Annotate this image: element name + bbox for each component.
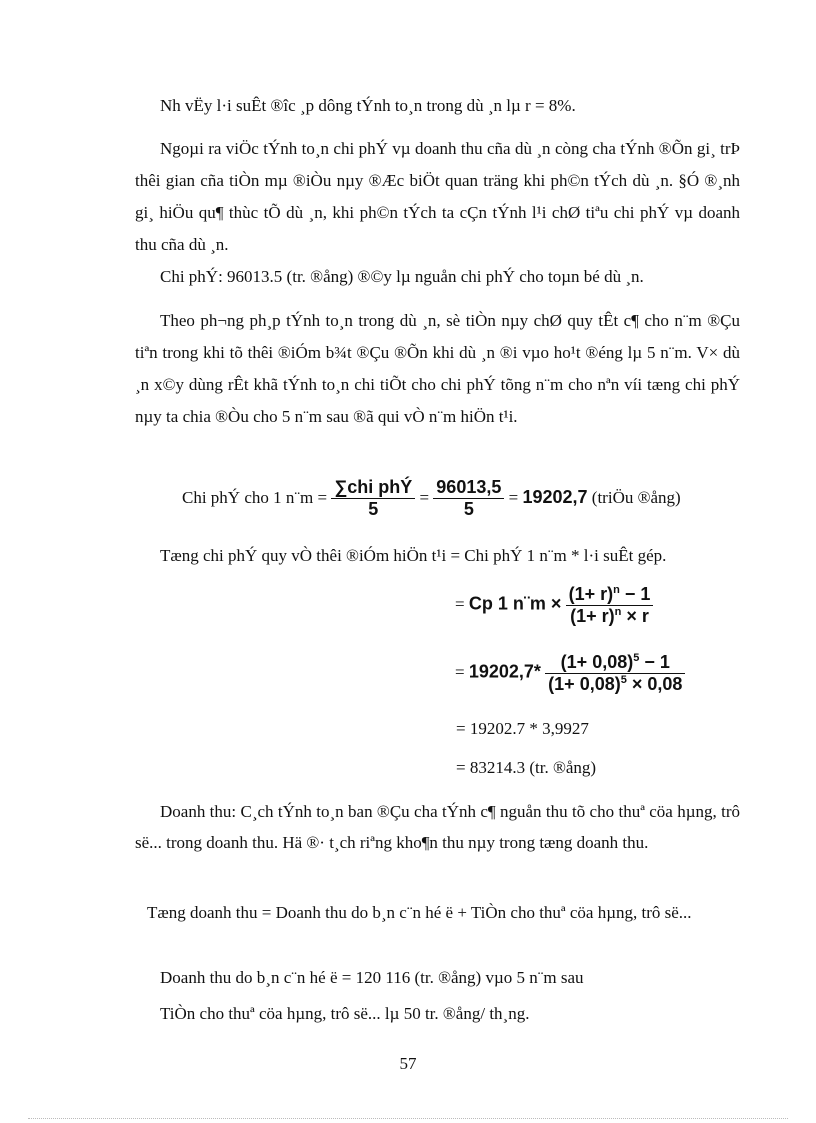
formula-general-lead: Cp 1 n¨m × xyxy=(468,593,562,614)
paragraph-apartment-revenue: Doanh thu do b¸n c¨n hé ë = 120 116 (tr. ®ång) vµo 5 n¨m sau xyxy=(160,968,584,987)
paragraph-total-revenue: Tæng doanh thu = Doanh thu do b¸n c¨n hé ë + TiÒn cho thuª cöa hµng, trô së... xyxy=(147,903,692,922)
formula-general-fraction xyxy=(566,584,654,627)
page-border-dotted xyxy=(28,1118,788,1119)
formula-annual-cost-unit: (triÖu ®ång) xyxy=(591,488,681,508)
paragraph-method: Theo ph¬ng ph¸p tÝnh to¸n trong dù ¸n, sè tiÒn nµy chØ quy tÊt c¶ cho n¨m ®Çu tiªn trong khi tõ thêi ®iÓm b¾t ®Çu ®Õn khi dù ¸n ®i vµo ho¹t ®éng lµ 5 n¨m. V× dù ¸n x©y dùng rÊt khã tÝnh to¸n chi tiÕt cho chi phÝ tõng n¨m cho nªn víi tæng chi phÝ nµy ta chia ®Òu cho 5 n¨m sau ®ã qui vÒ n¨m hiÖn t¹i. xyxy=(135,311,740,426)
paragraph-rental-income: TiÒn cho thuª cöa hµng, trô së... lµ 50 tr. ®ång/ th¸ng. xyxy=(160,1004,530,1023)
paragraph-total-cost: Chi phÝ: 96013.5 (tr. ®ång) ®©y lµ nguån chi phÝ cho toµn bé dù ¸n. xyxy=(160,267,644,286)
formula-general-numerator: $(1+ r)^n - 1$ xyxy=(566,584,654,606)
paragraph-revenue: Doanh thu: C¸ch tÝnh to¸n ban ®Çu cha tÝnh c¶ nguån thu tõ cho thuª cöa hµng, trô së... trong doanh thu. Hä ®· t¸ch riªng kho¶n thu nµy trong tæng doanh thu. xyxy=(135,802,740,852)
formula-annual-cost-lhs: Chi phÝ cho 1 n¨m = xyxy=(182,488,328,508)
formula-annual-cost-fraction-2 xyxy=(433,478,504,520)
formula-annual-cost-result: 19202,7 xyxy=(522,487,588,508)
paragraph-present-value: Tæng chi phÝ quy vÒ thêi ®iÓm hiÖn t¹i = Chi phÝ 1 n¨m * l·i suÊt gép. xyxy=(160,546,667,565)
formula-substituted-fraction xyxy=(545,652,685,695)
equals-sign: = xyxy=(455,594,465,614)
equals-sign: = xyxy=(455,662,465,682)
paragraph-interest-rate: Nh vËy l·i suÊt ®îc ¸p dông tÝnh to¸n trong dù ¸n lµ r = 8%. xyxy=(160,96,576,115)
formula-result: = 83214.3 (tr. ®ång) xyxy=(456,758,597,777)
formula-substituted xyxy=(455,652,685,695)
formula-general xyxy=(455,584,653,627)
formula-substituted-lead: 19202,7* xyxy=(468,661,541,682)
formula-substituted-denominator: $(1+ 0,08)^5 \times 0,08$ xyxy=(548,673,683,694)
fraction-1-denominator: 5 xyxy=(368,498,379,519)
fraction-2-numerator: 96013,5 xyxy=(433,478,504,499)
formula-multiplication: = 19202.7 * 3,9927 xyxy=(456,719,589,738)
formula-substituted-numerator: $(1+ 0,08)^5 - 1$ xyxy=(545,652,685,674)
fraction-1-numerator: ∑chi phÝ xyxy=(331,478,415,499)
formula-annual-cost xyxy=(182,478,681,520)
fraction-2-denominator: 5 xyxy=(463,498,474,519)
equals-sign: = xyxy=(508,488,519,508)
formula-annual-cost-fraction-1 xyxy=(331,478,415,520)
paragraph-time-value: Ngoµi ra viÖc tÝnh to¸n chi phÝ vµ doanh thu cña dù ¸n còng cha tÝnh ®Õn gi¸ trÞ thêi gian cña tiÒn mµ ®iÒu nµy ®Æc biÖt quan träng khi ph©n tÝch dù ¸n. §Ó ®¸nh gi¸ hiÖu qu¶ thùc tÕ dù ¸n, khi ph©n tÝch ta cÇn tÝnh l¹i chØ tiªu chi phÝ vµ doanh thu cña dù ¸n. xyxy=(135,139,740,254)
equals-sign: = xyxy=(419,488,430,508)
page-number: 57 xyxy=(399,1054,417,1073)
formula-general-denominator: $(1+ r)^n \times r$ xyxy=(570,605,649,626)
